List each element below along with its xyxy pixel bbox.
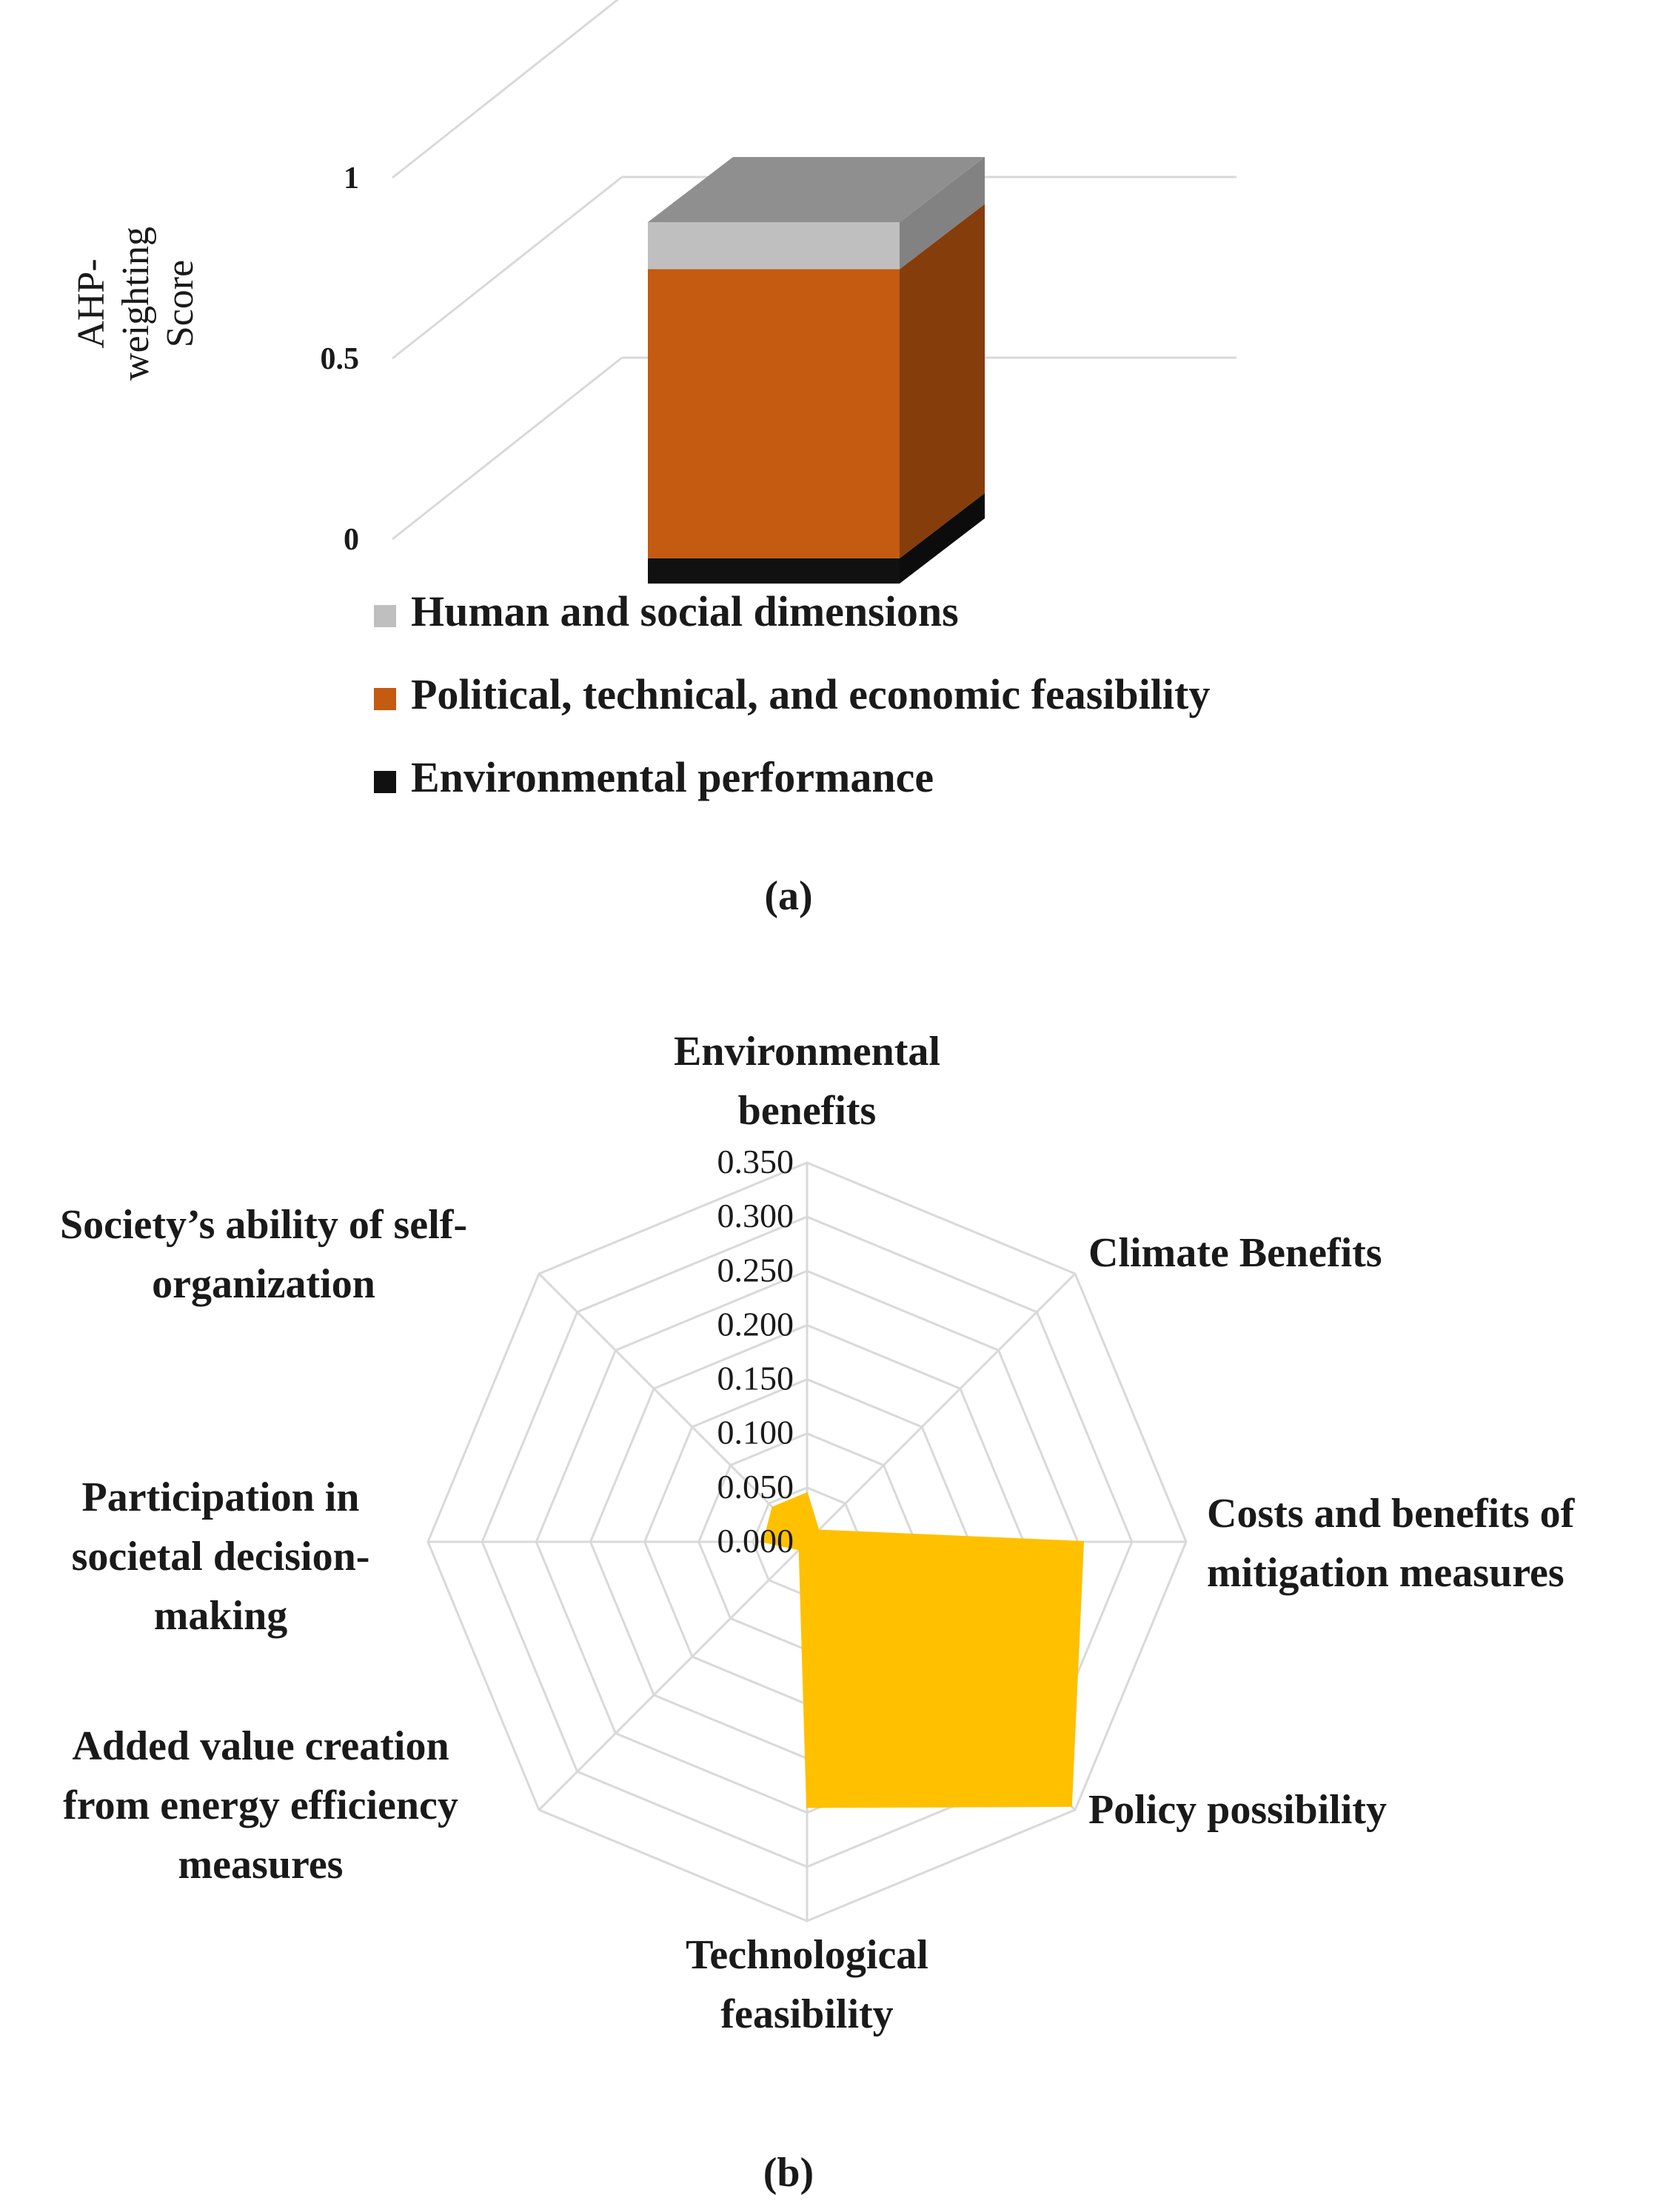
- radar-axis-label: [72, 1474, 370, 1639]
- radar-axis-label-line: Added value creation: [72, 1723, 449, 1769]
- radar-tick-label: 0.300: [717, 1197, 794, 1235]
- y-tick-label: 1: [344, 161, 359, 196]
- radar-axis-label-line: making: [153, 1593, 288, 1639]
- y-axis-label-line: weighting: [115, 227, 157, 381]
- radar-axis-label-line: Environmental: [674, 1029, 940, 1075]
- y-axis-ticks: [321, 161, 360, 557]
- panel-label-a: [764, 873, 812, 919]
- gridline-diagonal: [392, 358, 622, 539]
- y-axis-title: [70, 227, 201, 381]
- radar-tick-label: 0.200: [717, 1305, 794, 1343]
- radar-tick-label: 0.350: [717, 1143, 794, 1180]
- panel-label-b: [763, 2150, 814, 2196]
- radar-axis-label: [1088, 1787, 1387, 1833]
- radar-axis-label: [1207, 1491, 1576, 1596]
- y-tick-label: 0.5: [320, 342, 359, 376]
- radar-axis-label-line: Climate Benefits: [1088, 1230, 1382, 1276]
- y-axis-label: [70, 227, 201, 381]
- radar-axis-label-line: from energy efficiency: [63, 1782, 458, 1828]
- radar-tick-label: 0.250: [717, 1251, 794, 1289]
- bar-segment-front: [648, 558, 900, 584]
- radar-axis-label-line: Society’s ability of self-: [59, 1202, 468, 1248]
- radar-area: [763, 1493, 1083, 1807]
- legend-label: Human and social dimensions: [411, 587, 959, 635]
- bar-segment-front: [648, 269, 900, 558]
- legend-swatch: [374, 688, 396, 710]
- radar-chart: [0, 940, 1680, 2212]
- radar-axis-label-line: benefits: [737, 1088, 877, 1134]
- radar-axis-label-line: feasibility: [720, 1991, 894, 2037]
- radar-axis-label-line: Technological: [686, 1932, 928, 1978]
- radar-axis-label-line: Costs and benefits of: [1207, 1491, 1575, 1537]
- radar-axis-label: [63, 1723, 458, 1888]
- radar-axis-label: [686, 1932, 928, 2037]
- y-axis-label-line: AHP-: [70, 258, 113, 349]
- radar-axis-label-line: societal decision-: [71, 1534, 370, 1580]
- radar-axis-label-line: measures: [178, 1842, 344, 1888]
- y-tick-label: 0: [344, 523, 359, 557]
- legend-label: Political, technical, and economic feasibility: [411, 670, 1211, 718]
- panel-label: (b): [763, 2150, 814, 2196]
- radar-axis-label: [60, 1202, 467, 1307]
- legend-label: Environmental performance: [411, 753, 934, 801]
- radar-axis-label: [1088, 1230, 1382, 1276]
- legend: [374, 587, 1210, 801]
- radar-tick-label: 0.050: [717, 1467, 794, 1506]
- radar-tick-labels: [717, 1143, 794, 1560]
- radar-axis-label-line: organization: [152, 1261, 375, 1307]
- radar-axis-label-line: mitigation measures: [1207, 1550, 1564, 1596]
- bar-segment-front: [648, 222, 900, 269]
- radar-axis-label: [674, 1029, 940, 1134]
- stacked-bar: [648, 157, 985, 584]
- panel-label: (a): [764, 873, 813, 919]
- radar-axis-label-line: Policy possibility: [1088, 1787, 1387, 1833]
- radar-tick-label: 0.000: [717, 1522, 794, 1560]
- y-axis-label-line: Score: [159, 259, 201, 348]
- legend-swatch: [374, 771, 396, 793]
- radar-spoke: [807, 1274, 1075, 1542]
- radar-spoke: [539, 1542, 807, 1810]
- radar-tick-label: 0.100: [717, 1413, 794, 1451]
- radar-data-area: [763, 1493, 1083, 1807]
- gridline-diagonal: [392, 177, 622, 358]
- legend-swatch: [374, 605, 396, 627]
- radar-axis-label-line: Participation in: [81, 1474, 360, 1520]
- gridline-diagonal: [392, 0, 622, 178]
- radar-tick-label: 0.150: [717, 1359, 794, 1397]
- stacked-bar-chart: [0, 0, 1680, 940]
